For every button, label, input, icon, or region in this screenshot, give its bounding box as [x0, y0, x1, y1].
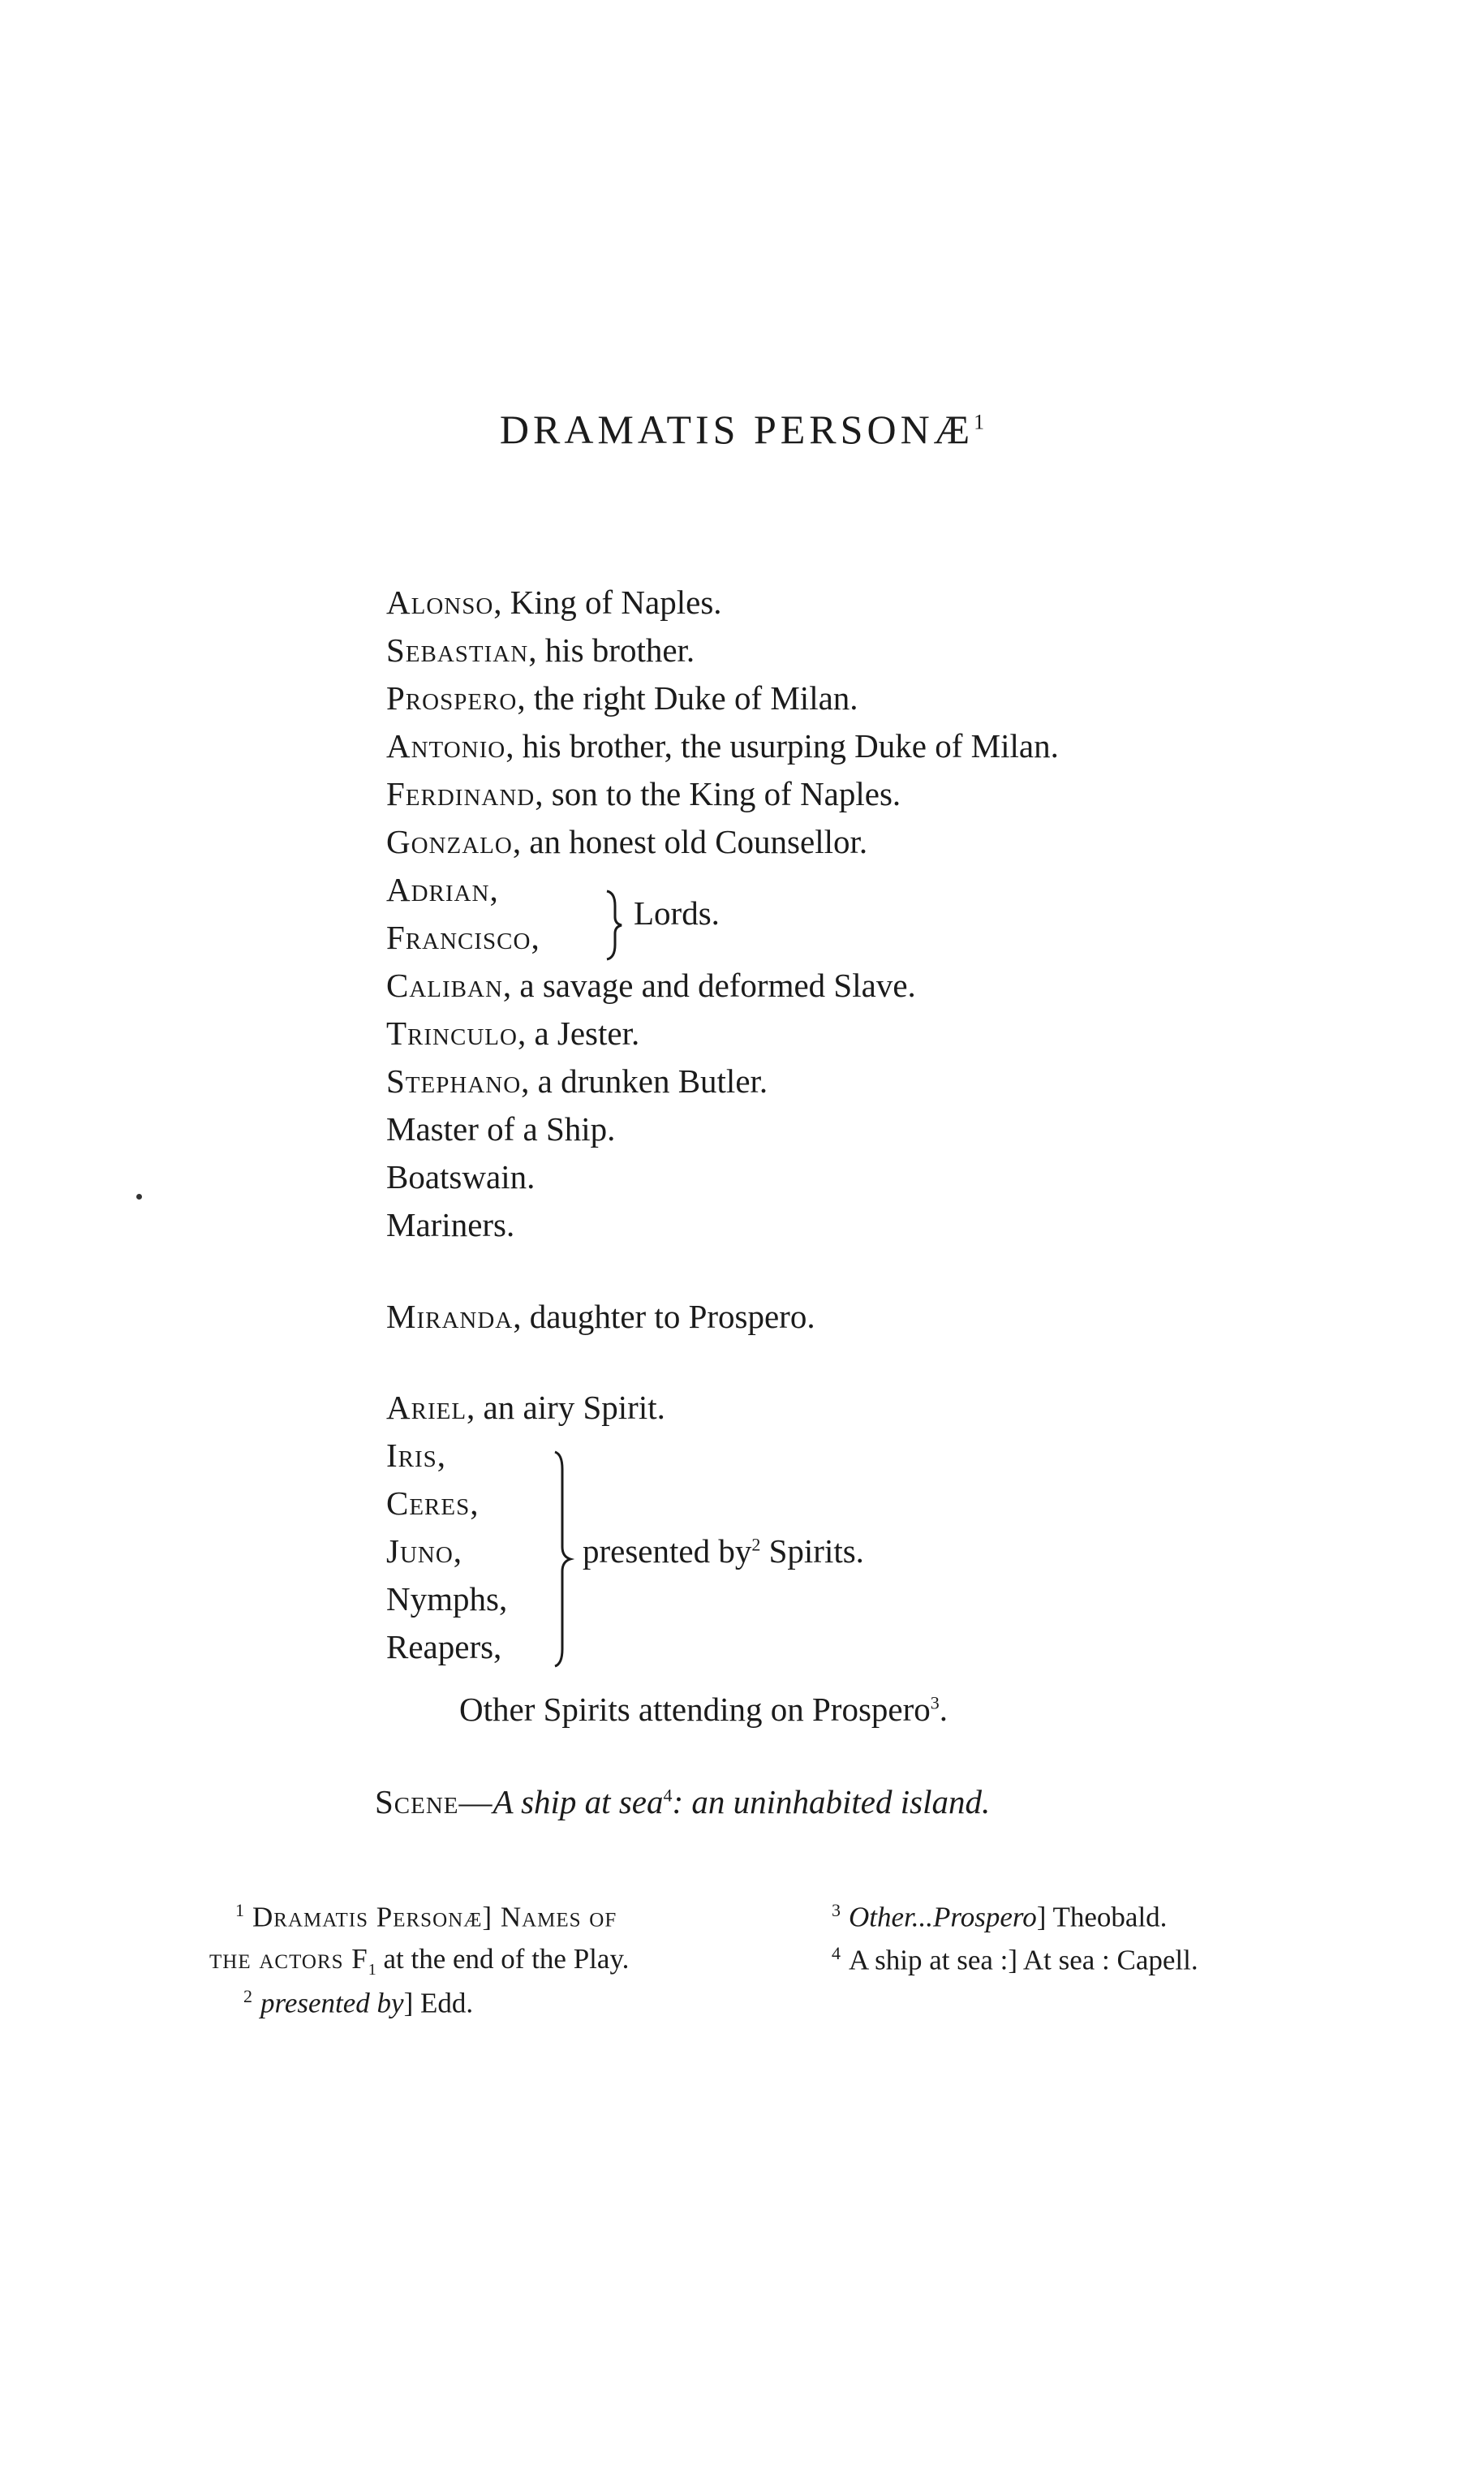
- spirit-name: Reapers,: [386, 1628, 502, 1665]
- cast-entry: Alonso, King of Naples.: [386, 584, 722, 621]
- other-spirits: Other Spirits attending on Prospero$^3$.: [459, 1691, 948, 1728]
- cast-entry: Gonzalo, an honest old Counsellor.: [386, 823, 868, 860]
- stray-mark: [136, 1194, 142, 1200]
- miranda-entry: Miranda, daughter to Prospero.: [386, 1298, 815, 1335]
- footnote-3: $^3$ Other...Prospero] Theobald.: [832, 1900, 1168, 1933]
- spirit-name: Nymphs,: [386, 1580, 508, 1618]
- lords-brace: [604, 890, 625, 961]
- footnote-1-line1: $^1$ Dramatis Personæ] Names of: [235, 1900, 617, 1933]
- scene-line: Scene—A ship at sea$^4$: an uninhabited island.: [375, 1783, 991, 1820]
- cast-entry: Master of a Ship.: [386, 1110, 616, 1148]
- footnote-4: $^4$ A ship at sea :] At sea : Capell.: [832, 1943, 1198, 1976]
- spirits-brace: [553, 1450, 575, 1669]
- cast-entry: Boatswain.: [386, 1158, 536, 1195]
- spirit-name: Ceres,: [386, 1484, 480, 1522]
- title-footnote-mark: 1: [974, 410, 985, 434]
- spirit-name: Juno,: [386, 1532, 463, 1570]
- page-title: [0, 406, 1484, 453]
- title-text: DRAMATIS PERSONÆ: [499, 407, 974, 452]
- footnote-1-line2: the actors $F_1$ at the end of the Play.: [209, 1943, 630, 1979]
- spirits-label: presented $by^2$ Spirits.: [583, 1532, 864, 1570]
- cast-entry: Trinculo, a Jester.: [386, 1015, 640, 1052]
- lord-name: Francisco,: [386, 919, 540, 956]
- cast-entry: Antonio, his brother, the usurping Duke of Milan.: [386, 727, 1059, 765]
- spirit-name: Iris,: [386, 1437, 447, 1474]
- cast-entry: Caliban, a savage and deformed Slave.: [386, 967, 916, 1004]
- lord-name: Adrian,: [386, 871, 499, 908]
- lords-label: Lords.: [634, 894, 720, 932]
- cast-entry: Ferdinand, son to the King of Naples.: [386, 775, 901, 812]
- cast-entry: Sebastian, his brother.: [386, 631, 695, 669]
- ariel-entry: Ariel, an airy Spirit.: [386, 1389, 665, 1426]
- cast-entry: Mariners.: [386, 1206, 515, 1243]
- cast-entry: Stephano, a drunken Butler.: [386, 1062, 768, 1100]
- cast-entry: Prospero, the right Duke of Milan.: [386, 679, 858, 717]
- footnote-2: $^2$ presented by] Edd.: [243, 1986, 474, 2019]
